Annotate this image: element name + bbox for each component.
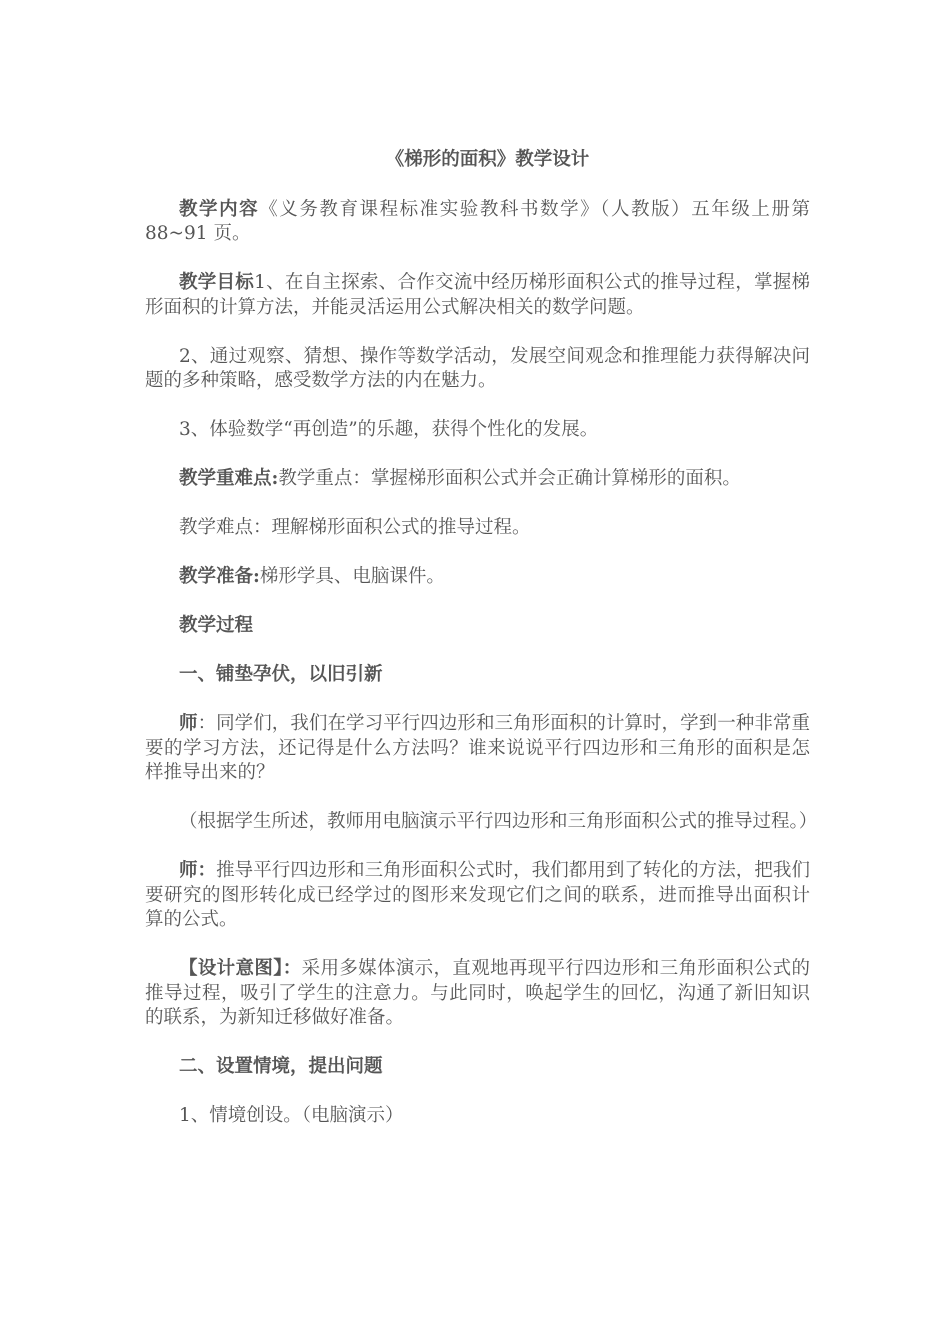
section-1-demo-note: （根据学生所述，教师用电脑演示平行四边形和三角形面积公式的推导过程。） (179, 811, 818, 832)
key-points-label: 教学重难点: (179, 468, 279, 489)
preparation-paragraph (145, 565, 810, 590)
section-1-heading: 一、铺垫孕伏，以旧引新 (179, 664, 383, 685)
key-points-paragraph (145, 467, 810, 492)
key-point-focus: 教学重点：掌握梯形面积公式并会正确计算梯形的面积。 (278, 468, 741, 489)
design-intent-text: 采用多媒体演示，直观地再现平行四边形和三角形面积公式的推导过程，吸引了学生的注意力。与此同时，唤起学生的回忆，沟通了新旧知识的联系，为新知迁移做好准备。 (145, 958, 810, 1028)
section-1-teacher-question (145, 712, 810, 786)
teacher-question-text: ：同学们，我们在学习平行四边形和三角形面积的计算时，学到一种非常重要的学习方法，还记得是什么方法吗？谁来说说平行四边形和三角形的面积是怎样推导出来的？ (145, 713, 810, 783)
teaching-content-text: 《义务教育课程标准实验教科书数学》（人教版）五年级上册第 88~91 页。 (145, 198, 810, 244)
teaching-content-paragraph (145, 198, 810, 247)
process-heading: 教学过程 (179, 615, 254, 636)
teacher-summary-text: 推导平行四边形和三角形面积公式时，我们都用到了转化的方法，把我们要研究的图形转化成已经学过的图形来发现它们之间的联系，进而推导出面积计算的公式。 (145, 860, 810, 930)
document-page (145, 148, 818, 1153)
key-point-difficulty: 教学难点：理解梯形面积公式的推导过程。 (179, 517, 531, 538)
preparation-label: 教学准备: (179, 566, 260, 587)
section-1-teacher-summary (145, 859, 810, 933)
document-title: 《梯形的面积》教学设计 (385, 149, 590, 170)
teaching-objective-3: 3、体验数学“再创造”的乐趣，获得个性化的发展。 (179, 419, 599, 440)
teaching-objective-1 (145, 271, 810, 320)
teacher-label: 师 (179, 713, 198, 734)
design-intent-label: 【设计意图】： (179, 958, 302, 979)
section-2-heading: 二、设置情境，提出问题 (179, 1056, 383, 1077)
section-2-scenario: 1、情境创设。（电脑演示） (179, 1105, 404, 1126)
teaching-content-label: 教学内容 (179, 198, 260, 220)
objective-1-text: 1、在自主探索、合作交流中经历梯形面积公式的推导过程，掌握梯形面积的计算方法，并能灵活运用公式解决相关的数学问题。 (145, 272, 810, 318)
teacher-label: 师： (179, 860, 217, 881)
preparation-text: 梯形学具、电脑课件。 (259, 566, 445, 587)
teaching-objectives-label: 教学目标 (179, 272, 255, 293)
teaching-objective-2: 2、通过观察、猜想、操作等数学活动，发展空间观念和推理能力获得解决问题的多种策略，感受数学方法的内在魅力。 (145, 345, 810, 391)
section-1-design-intent (145, 957, 810, 1031)
